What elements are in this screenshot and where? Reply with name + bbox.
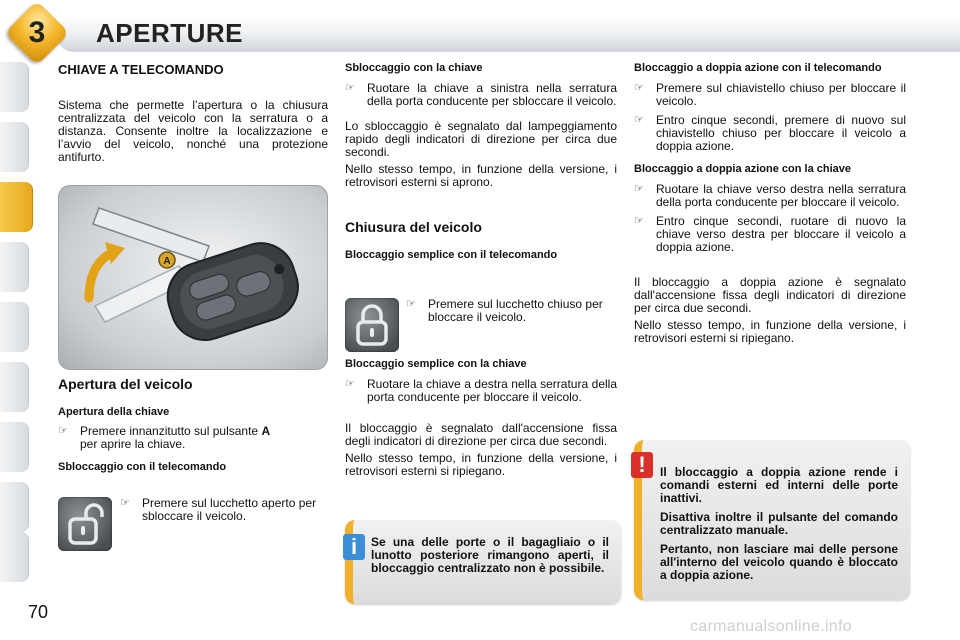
chapter-tab[interactable] bbox=[0, 422, 29, 472]
chapter-tab[interactable] bbox=[0, 532, 29, 582]
page-header bbox=[0, 0, 960, 60]
chapter-tab[interactable] bbox=[0, 302, 29, 352]
warning-text: Disattiva inoltre il pulsante del comando centralizzato manuale. bbox=[660, 510, 898, 537]
chapter-tab[interactable] bbox=[0, 62, 29, 112]
section-title-remote-key: CHIAVE A TELECOMANDO bbox=[58, 62, 224, 77]
bullet-hand-icon: ☞ bbox=[406, 298, 416, 310]
warning-note bbox=[634, 440, 910, 600]
bullet-hand-icon: ☞ bbox=[634, 215, 644, 227]
bullet-hand-icon: ☞ bbox=[634, 183, 644, 195]
bullet-turn-right bbox=[345, 378, 617, 404]
chapter-tab[interactable] bbox=[0, 122, 29, 172]
bullet-hand-icon: ☞ bbox=[120, 497, 130, 509]
bullet-text: Entro cinque secondi, ruotare di nuovo la chiave verso destra per bloccare il veicolo a doppia azione. bbox=[656, 214, 906, 254]
subtitle-double-lock-key: Bloccaggio a doppia azione con la chiave bbox=[634, 163, 851, 175]
section-title-closing: Chiusura del veicolo bbox=[345, 219, 482, 235]
column-middle bbox=[345, 62, 617, 262]
paragraph-mirrors-fold: Nello stesso tempo, in funzione della versione, i retrovisori esterni si ripiegano. bbox=[345, 451, 617, 478]
bullet-text: per aprire la chiave. bbox=[80, 437, 186, 451]
paragraph-mirrors-fold-double: Nello stesso tempo, in funzione della versione, i retrovisori esterni si ripiegano. bbox=[634, 318, 906, 345]
info-note-text: Se una delle porte o il bagagliaio o il lunotto posteriore rimangono aperti, il bloccaggio centralizzato non è possibile. bbox=[371, 535, 609, 575]
button-a-ref: A bbox=[261, 424, 271, 438]
bullet-hand-icon: ☞ bbox=[634, 82, 644, 94]
chapter-number: 3 bbox=[28, 16, 46, 49]
info-icon: i bbox=[343, 534, 365, 560]
paragraph-lock-signal: Il bloccaggio è segnalato dall'accensione fissa degli indicatori di direzione per circa due secondi. bbox=[345, 421, 617, 448]
section-title-opening: Apertura del veicolo bbox=[58, 376, 193, 392]
locked-padlock-icon bbox=[345, 298, 399, 352]
page-title: APERTURE bbox=[96, 18, 244, 48]
bullet-text: Premere sul lucchetto aperto per sbloccare il veicolo. bbox=[142, 496, 317, 523]
bullet-text: Ruotare la chiave a sinistra nella serratura della porta conducente per sbloccare il veicolo. bbox=[367, 81, 617, 108]
unlocked-padlock-icon bbox=[58, 497, 112, 551]
remote-key-illustration bbox=[58, 185, 328, 370]
column-right bbox=[634, 62, 906, 345]
bullet-text: Entro cinque secondi, premere di nuovo sul chiavistello chiuso per bloccare il veicolo a doppia azione. bbox=[656, 113, 906, 153]
column-left bbox=[58, 62, 328, 164]
paragraph-unlock-signal: Lo sbloccaggio è segnalato dal lampeggiamento rapido degli indicatori di direzione per circa due secondi. bbox=[345, 119, 617, 159]
subtitle-remote-unlock: Sbloccaggio con il telecomando bbox=[58, 461, 227, 473]
subtitle-double-lock-remote: Bloccaggio a doppia azione con il telecomando bbox=[634, 62, 882, 74]
intro-paragraph: Sistema che permette l’apertura o la chiusura centralizzata del veicolo con la serratura o a distanza. Consente inoltre la localizzazione e l’avvio del veicolo, nonché una protezione antifurto. bbox=[58, 98, 328, 164]
warning-note-body bbox=[660, 466, 898, 582]
warning-icon: ! bbox=[631, 452, 653, 478]
bullet-hand-icon: ☞ bbox=[345, 378, 355, 390]
button-a-label: A bbox=[163, 256, 171, 267]
bullet-hand-icon: ☞ bbox=[634, 114, 644, 126]
bullet-text: Ruotare la chiave a destra nella serratura della porta conducente per bloccare il veicolo. bbox=[367, 377, 617, 404]
bullet-turn-again bbox=[634, 215, 906, 254]
subtitle-key-unlock: Sbloccaggio con la chiave bbox=[345, 62, 483, 74]
open-padlock-drawing bbox=[58, 497, 112, 551]
bullet-turn-left bbox=[345, 82, 617, 108]
subtitle-key-lock: Bloccaggio semplice con la chiave bbox=[345, 358, 527, 370]
bullet-lock-remote bbox=[406, 298, 616, 324]
paragraph-double-lock-signal: Il bloccaggio a doppia azione è segnalato dall'accensione fissa degli indicatori di direzione per circa due secondi. bbox=[634, 275, 906, 315]
chapter-tab[interactable] bbox=[0, 362, 29, 412]
bullet-text: Ruotare la chiave verso destra nella serratura della porta conducente per bloccare il veicolo. bbox=[656, 182, 906, 209]
bullet-text: Premere innanzitutto sul pulsante bbox=[80, 424, 262, 438]
opening-section bbox=[58, 376, 328, 474]
bullet-hand-icon: ☞ bbox=[58, 425, 68, 437]
chapter-tab-active[interactable] bbox=[0, 182, 33, 232]
warning-text: Il bloccaggio a doppia azione rende i comandi esterni ed interni delle porte inattivi. bbox=[660, 465, 898, 505]
key-lock-section bbox=[345, 358, 617, 478]
page-number: 70 bbox=[28, 602, 49, 622]
bullet-hand-icon: ☞ bbox=[345, 82, 355, 94]
subtitle-key-opening: Apertura della chiave bbox=[58, 406, 170, 418]
watermark: carmanualsonline.info bbox=[690, 618, 852, 635]
subtitle-remote-lock: Bloccaggio semplice con il telecomando bbox=[345, 249, 558, 261]
bullet-press-a bbox=[58, 425, 328, 451]
closed-padlock-drawing bbox=[345, 298, 399, 352]
chapter-tab[interactable] bbox=[0, 242, 29, 292]
bullet-text: Premere sul lucchetto chiuso per bloccare il veicolo. bbox=[428, 297, 603, 324]
info-note bbox=[345, 520, 621, 604]
paragraph-mirrors-open: Nello stesso tempo, in funzione della versione, i retrovisori esterni si aprono. bbox=[345, 162, 617, 189]
warning-text: Pertanto, non lasciare mai delle persone all'interno del veicolo quando è bloccato a doppia azione. bbox=[660, 542, 898, 582]
bullet-text: Premere sul chiavistello chiuso per bloccare il veicolo. bbox=[656, 81, 906, 108]
bullet-press-again bbox=[634, 114, 906, 153]
bullet-unlock-remote bbox=[120, 497, 328, 523]
chapter-tab[interactable] bbox=[0, 482, 29, 532]
bullet-turn-right-key bbox=[634, 183, 906, 209]
chapter-tabs bbox=[0, 62, 34, 582]
bullet-press-lock bbox=[634, 82, 906, 108]
remote-key-drawing bbox=[59, 186, 327, 369]
